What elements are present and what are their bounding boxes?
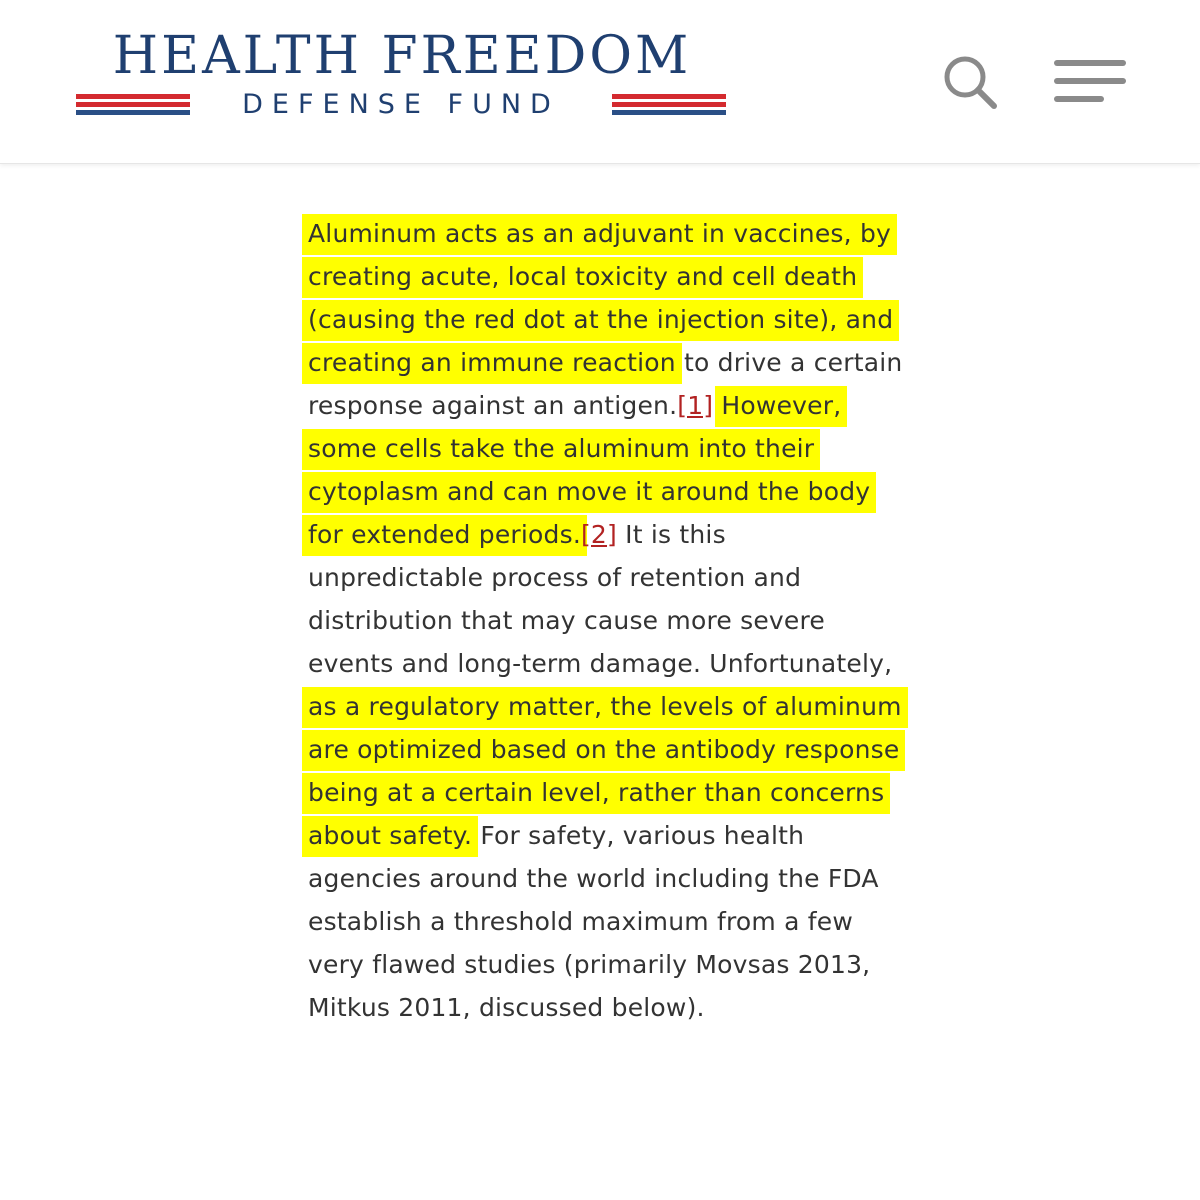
highlighted-text: as a regulatory matter, the levels of aluminum are optimized based on the antibody response being at a certain level, rather than concerns about safety.	[308, 687, 902, 857]
body-text: For safety, various health agencies around the world including the FDA establish a threshold maximum from a few very flawed studies (primarily Movsas 2013, Mitkus 2011, discussed below).	[308, 821, 879, 1022]
body-text: It is this unpredictable process of retention and distribution that may cause more severe events and long-term damage. Unfortunately,	[308, 520, 893, 678]
search-button[interactable]	[940, 52, 1000, 112]
highlighted-text: However, some cells take the aluminum into their cytoplasm and can move it around the body for extended periods.	[308, 386, 870, 556]
highlighted-text: Aluminum acts as an adjuvant in vaccines, by creating acute, local toxicity and cell death (causing the red dot at the injection site), and creating an immune reaction	[308, 214, 893, 384]
logo-title: HEALTH FREEDOM	[112, 26, 692, 86]
logo-stripes-right	[612, 94, 726, 116]
logo-subtitle: DEFENSE FUND	[242, 89, 560, 120]
article-body	[308, 212, 908, 1029]
logo-stripes-left	[76, 94, 190, 116]
footnote-link-2[interactable]: [2]	[580, 520, 617, 549]
footnote-link-1[interactable]: [1]	[677, 391, 714, 420]
site-header	[0, 0, 1200, 164]
site-logo[interactable]	[76, 28, 728, 128]
body-text: to drive a certain response against an antigen.	[308, 348, 903, 420]
article-paragraph	[308, 212, 908, 1029]
menu-button[interactable]	[1054, 58, 1128, 104]
search-icon	[940, 52, 1000, 112]
